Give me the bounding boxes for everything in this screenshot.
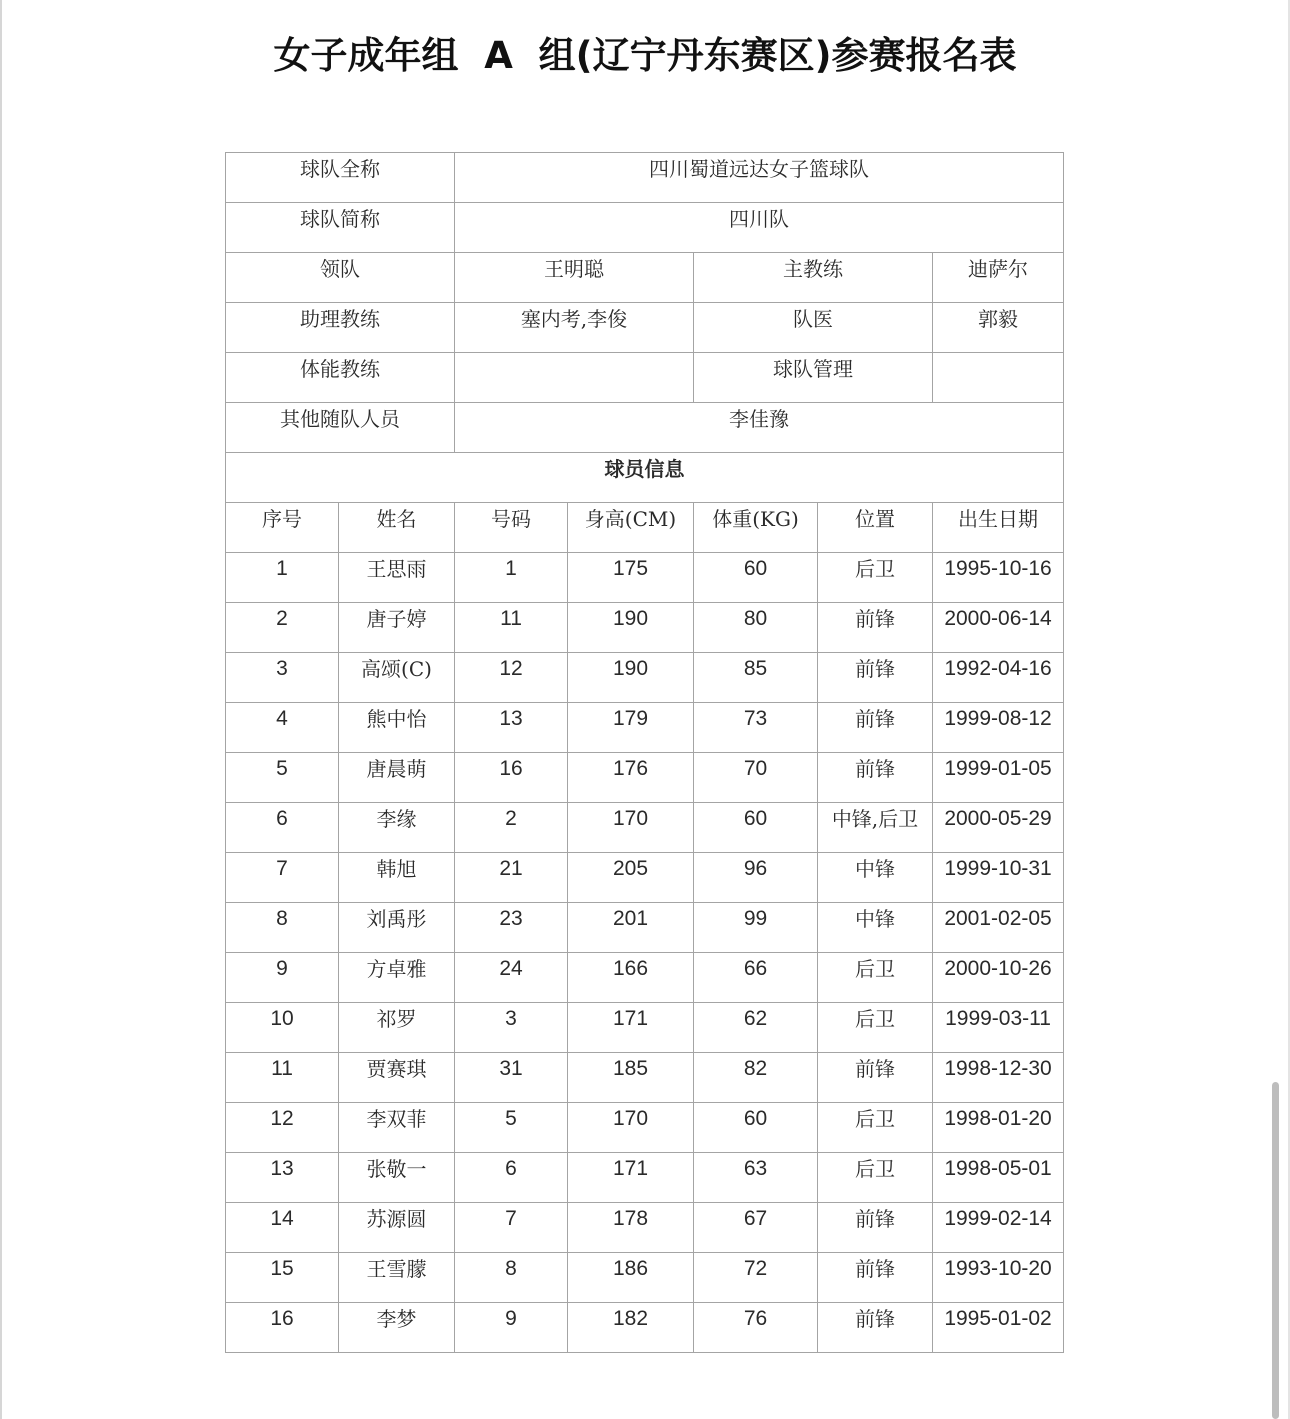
player-index: 4 xyxy=(226,703,339,753)
column-header: 体重(KG) xyxy=(694,503,818,553)
player-position: 前锋 xyxy=(818,603,933,653)
player-weight: 96 xyxy=(694,853,818,903)
table-row xyxy=(226,1003,1064,1053)
player-index: 8 xyxy=(226,903,339,953)
team-full-name-label: 球队全称 xyxy=(226,153,455,203)
player-weight: 62 xyxy=(694,1003,818,1053)
player-name: 唐晨萌 xyxy=(339,753,455,803)
table-row xyxy=(226,903,1064,953)
player-name: 高颂(C) xyxy=(339,653,455,703)
player-index: 3 xyxy=(226,653,339,703)
player-number: 21 xyxy=(455,853,568,903)
player-number: 6 xyxy=(455,1153,568,1203)
player-height: 171 xyxy=(568,1153,694,1203)
player-height: 201 xyxy=(568,903,694,953)
player-number: 31 xyxy=(455,1053,568,1103)
player-weight: 82 xyxy=(694,1053,818,1103)
player-index: 12 xyxy=(226,1103,339,1153)
player-birthdate: 1999-08-12 xyxy=(933,703,1064,753)
players-header-row xyxy=(226,503,1064,553)
player-name: 李双菲 xyxy=(339,1103,455,1153)
player-position: 后卫 xyxy=(818,953,933,1003)
player-birthdate: 1995-10-16 xyxy=(933,553,1064,603)
player-position: 前锋 xyxy=(818,1053,933,1103)
player-position: 前锋 xyxy=(818,703,933,753)
player-name: 方卓雅 xyxy=(339,953,455,1003)
player-height: 186 xyxy=(568,1253,694,1303)
column-header: 号码 xyxy=(455,503,568,553)
fitness-coach-label: 体能教练 xyxy=(226,353,455,403)
team-full-name-row xyxy=(226,153,1064,203)
player-position: 后卫 xyxy=(818,553,933,603)
player-number: 8 xyxy=(455,1253,568,1303)
assistant-coach-value: 塞内考,李俊 xyxy=(455,303,694,353)
player-position: 后卫 xyxy=(818,1103,933,1153)
player-height: 171 xyxy=(568,1003,694,1053)
other-staff-row xyxy=(226,403,1064,453)
document-title: 女子成年组 A 组(辽宁丹东赛区)参赛报名表 xyxy=(273,34,1017,77)
registration-table xyxy=(225,152,1064,1353)
player-birthdate: 2000-05-29 xyxy=(933,803,1064,853)
player-name: 王思雨 xyxy=(339,553,455,603)
player-index: 15 xyxy=(226,1253,339,1303)
table-row xyxy=(226,853,1064,903)
player-name: 祁罗 xyxy=(339,1003,455,1053)
player-index: 16 xyxy=(226,1303,339,1353)
player-number: 23 xyxy=(455,903,568,953)
fitness-coach-row xyxy=(226,353,1064,403)
player-birthdate: 1999-03-11 xyxy=(933,1003,1064,1053)
player-index: 6 xyxy=(226,803,339,853)
table-row xyxy=(226,1203,1064,1253)
player-height: 185 xyxy=(568,1053,694,1103)
leader-row xyxy=(226,253,1064,303)
assistant-coach-row xyxy=(226,303,1064,353)
team-manager-value xyxy=(933,353,1064,403)
player-weight: 80 xyxy=(694,603,818,653)
player-index: 2 xyxy=(226,603,339,653)
player-height: 190 xyxy=(568,603,694,653)
player-birthdate: 1995-01-02 xyxy=(933,1303,1064,1353)
table-row xyxy=(226,1153,1064,1203)
player-height: 170 xyxy=(568,1103,694,1153)
player-name: 苏源圆 xyxy=(339,1203,455,1253)
player-weight: 72 xyxy=(694,1253,818,1303)
player-position: 前锋 xyxy=(818,1203,933,1253)
player-position: 中锋 xyxy=(818,903,933,953)
player-position: 后卫 xyxy=(818,1153,933,1203)
player-position: 中锋,后卫 xyxy=(818,803,933,853)
player-position: 前锋 xyxy=(818,1253,933,1303)
player-name: 刘禹彤 xyxy=(339,903,455,953)
player-birthdate: 2000-06-14 xyxy=(933,603,1064,653)
player-weight: 70 xyxy=(694,753,818,803)
player-number: 24 xyxy=(455,953,568,1003)
player-number: 5 xyxy=(455,1103,568,1153)
player-number: 3 xyxy=(455,1003,568,1053)
player-number: 16 xyxy=(455,753,568,803)
player-weight: 63 xyxy=(694,1153,818,1203)
leader-value: 王明聪 xyxy=(455,253,694,303)
player-height: 190 xyxy=(568,653,694,703)
player-number: 7 xyxy=(455,1203,568,1253)
player-weight: 60 xyxy=(694,1103,818,1153)
player-number: 11 xyxy=(455,603,568,653)
player-birthdate: 2000-10-26 xyxy=(933,953,1064,1003)
team-short-name-label: 球队简称 xyxy=(226,203,455,253)
assistant-coach-label: 助理教练 xyxy=(226,303,455,353)
table-row xyxy=(226,603,1064,653)
player-index: 5 xyxy=(226,753,339,803)
team-manager-label: 球队管理 xyxy=(694,353,933,403)
table-row xyxy=(226,653,1064,703)
player-index: 14 xyxy=(226,1203,339,1253)
player-birthdate: 1999-01-05 xyxy=(933,753,1064,803)
player-birthdate: 1999-10-31 xyxy=(933,853,1064,903)
player-height: 166 xyxy=(568,953,694,1003)
player-position: 前锋 xyxy=(818,753,933,803)
player-number: 13 xyxy=(455,703,568,753)
player-name: 王雪朦 xyxy=(339,1253,455,1303)
player-index: 7 xyxy=(226,853,339,903)
player-index: 1 xyxy=(226,553,339,603)
player-birthdate: 1998-12-30 xyxy=(933,1053,1064,1103)
column-header: 姓名 xyxy=(339,503,455,553)
table-row xyxy=(226,753,1064,803)
player-birthdate: 1998-01-20 xyxy=(933,1103,1064,1153)
players-section-title: 球员信息 xyxy=(226,453,1064,503)
registration-table-body xyxy=(226,153,1064,1353)
player-birthdate: 1993-10-20 xyxy=(933,1253,1064,1303)
team-short-name-value: 四川队 xyxy=(455,203,1064,253)
fitness-coach-value xyxy=(455,353,694,403)
player-name: 李缘 xyxy=(339,803,455,853)
other-staff-label: 其他随队人员 xyxy=(226,403,455,453)
column-header: 身高(CM) xyxy=(568,503,694,553)
table-row xyxy=(226,703,1064,753)
team-full-name-value: 四川蜀道远达女子篮球队 xyxy=(455,153,1064,203)
player-position: 中锋 xyxy=(818,853,933,903)
player-weight: 60 xyxy=(694,803,818,853)
player-name: 张敬一 xyxy=(339,1153,455,1203)
table-row xyxy=(226,1053,1064,1103)
page-left-edge xyxy=(0,0,2,1419)
team-short-name-row xyxy=(226,203,1064,253)
player-height: 176 xyxy=(568,753,694,803)
column-header: 序号 xyxy=(226,503,339,553)
player-birthdate: 1992-04-16 xyxy=(933,653,1064,703)
player-weight: 73 xyxy=(694,703,818,753)
table-row xyxy=(226,803,1064,853)
player-height: 205 xyxy=(568,853,694,903)
column-header: 出生日期 xyxy=(933,503,1064,553)
player-weight: 60 xyxy=(694,553,818,603)
player-weight: 85 xyxy=(694,653,818,703)
leader-label: 领队 xyxy=(226,253,455,303)
scrollbar-thumb[interactable] xyxy=(1272,1082,1279,1419)
table-row xyxy=(226,1303,1064,1353)
player-number: 1 xyxy=(455,553,568,603)
player-height: 178 xyxy=(568,1203,694,1253)
player-number: 12 xyxy=(455,653,568,703)
player-name: 李梦 xyxy=(339,1303,455,1353)
player-weight: 99 xyxy=(694,903,818,953)
player-name: 贾赛琪 xyxy=(339,1053,455,1103)
player-birthdate: 1999-02-14 xyxy=(933,1203,1064,1253)
player-birthdate: 1998-05-01 xyxy=(933,1153,1064,1203)
player-weight: 76 xyxy=(694,1303,818,1353)
player-index: 11 xyxy=(226,1053,339,1103)
player-name: 韩旭 xyxy=(339,853,455,903)
table-row xyxy=(226,1253,1064,1303)
player-number: 2 xyxy=(455,803,568,853)
player-birthdate: 2001-02-05 xyxy=(933,903,1064,953)
head-coach-value: 迪萨尔 xyxy=(933,253,1064,303)
column-header: 位置 xyxy=(818,503,933,553)
player-name: 唐子婷 xyxy=(339,603,455,653)
player-number: 9 xyxy=(455,1303,568,1353)
table-row xyxy=(226,553,1064,603)
doctor-label: 队医 xyxy=(694,303,933,353)
player-weight: 67 xyxy=(694,1203,818,1253)
doctor-value: 郭毅 xyxy=(933,303,1064,353)
head-coach-label: 主教练 xyxy=(694,253,933,303)
table-row xyxy=(226,1103,1064,1153)
player-height: 182 xyxy=(568,1303,694,1353)
player-position: 前锋 xyxy=(818,1303,933,1353)
player-height: 175 xyxy=(568,553,694,603)
player-height: 179 xyxy=(568,703,694,753)
player-index: 13 xyxy=(226,1153,339,1203)
players-section-row xyxy=(226,453,1064,503)
player-index: 9 xyxy=(226,953,339,1003)
player-height: 170 xyxy=(568,803,694,853)
player-weight: 66 xyxy=(694,953,818,1003)
player-index: 10 xyxy=(226,1003,339,1053)
player-name: 熊中怡 xyxy=(339,703,455,753)
table-row xyxy=(226,953,1064,1003)
player-position: 前锋 xyxy=(818,653,933,703)
player-position: 后卫 xyxy=(818,1003,933,1053)
other-staff-value: 李佳豫 xyxy=(455,403,1064,453)
